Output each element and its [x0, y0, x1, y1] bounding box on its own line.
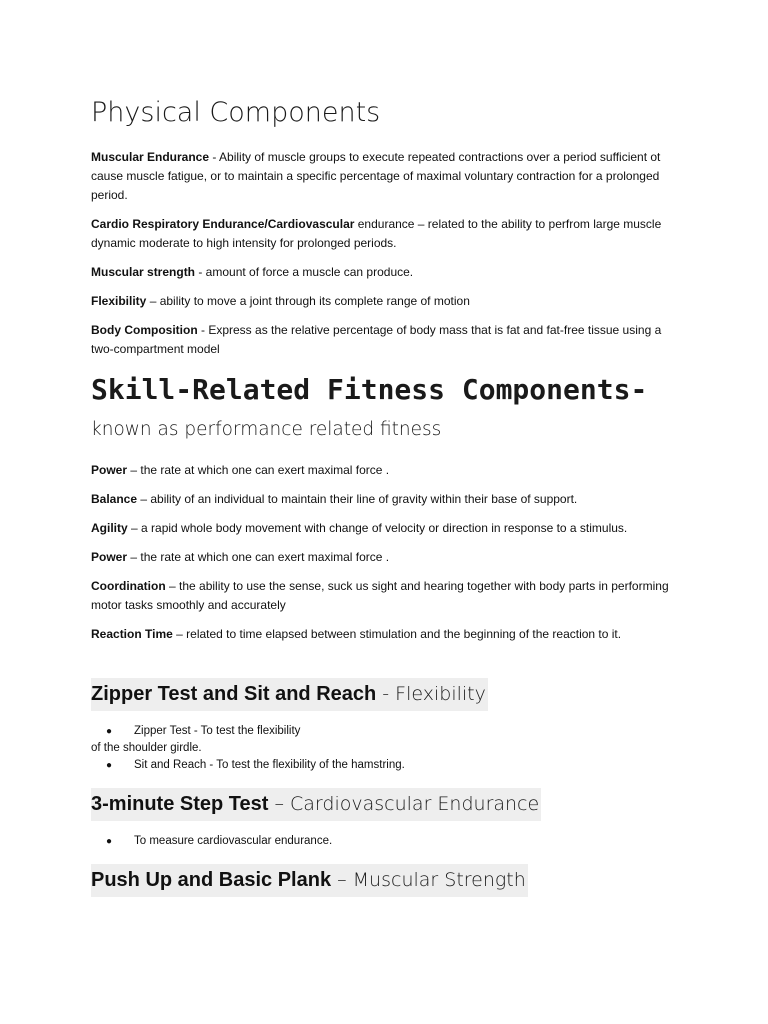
definition-term: Reaction Time	[91, 627, 173, 641]
bullet-icon: ●	[106, 726, 113, 737]
heading-light: – Cardiovascular Endurance	[268, 793, 540, 815]
definition-text: - Express as the relative percentage of body mass that is fat and fat-free tissue using a two-compartment model	[91, 323, 662, 356]
definition-muscular-strength	[91, 263, 681, 282]
bullet-icon: ●	[106, 836, 113, 847]
definition-term: Power	[91, 550, 128, 564]
list-item	[91, 723, 681, 757]
step-test-bullets	[91, 833, 681, 850]
heading-zipper-test	[91, 678, 681, 711]
definition-text: endurance – related to the ability to perfrom large muscle dynamic moderate to high intensity for prolonged periods.	[91, 217, 662, 250]
heading-bold: Push Up and Basic Plank	[91, 869, 332, 891]
document-content	[91, 0, 681, 909]
definition-term: Muscular strength	[91, 265, 196, 279]
definition-body-composition	[91, 321, 681, 359]
heading-push-up-plank	[91, 864, 681, 897]
heading-skill-related-fitness	[91, 373, 681, 447]
heading-light: – Muscular Strength	[331, 869, 526, 891]
heading-step-test	[91, 788, 681, 821]
definition-text: – the ability to use the sense, suck us sight and hearing together with body parts in performing motor tasks smoothly and accurately	[91, 579, 669, 612]
definition-term: Agility	[91, 521, 128, 535]
heading-bold: 3-minute Step Test	[91, 793, 269, 815]
definition-text: – a rapid whole body movement with change of velocity or direction in response to a stimulus.	[127, 521, 628, 535]
definition-balance	[91, 490, 681, 509]
list-item	[91, 833, 681, 850]
list-item-continuation: of the shoulder girdle.	[91, 742, 202, 754]
zipper-test-bullets	[91, 723, 681, 774]
heading-light: - Flexibility	[376, 683, 486, 705]
definition-term: Flexibility	[91, 294, 147, 308]
heading-skill-sub: known as performance related fitness	[91, 419, 442, 440]
definition-coordination	[91, 577, 681, 615]
definition-text: – related to time elapsed between stimulation and the beginning of the reaction to it.	[172, 627, 622, 641]
definition-power	[91, 461, 681, 480]
heading-physical-components: Physical Components	[91, 97, 381, 128]
physical-components-list	[91, 148, 681, 359]
skill-components-list	[91, 461, 681, 644]
list-item-text: To measure cardiovascular endurance.	[134, 835, 333, 847]
definition-term: Cardio Respiratory Endurance/Cardiovascular	[91, 217, 355, 231]
definition-term: Body Composition	[91, 323, 198, 337]
definition-text: – ability of an individual to maintain their line of gravity within their base of support.	[137, 492, 578, 506]
heading-skill-main: Skill-Related Fitness Components-	[91, 373, 648, 406]
list-item-text: Zipper Test - To test the flexibility	[134, 725, 301, 737]
definition-term: Balance	[91, 492, 138, 506]
definition-flexibility	[91, 292, 681, 311]
definition-agility	[91, 519, 681, 538]
definition-text: - amount of force a muscle can produce.	[195, 265, 414, 279]
definition-reaction-time	[91, 625, 681, 644]
definition-term: Power	[91, 463, 128, 477]
definition-term: Coordination	[91, 579, 166, 593]
definition-text: – the rate at which one can exert maximal force .	[127, 463, 390, 477]
list-item	[91, 757, 681, 774]
list-item-text: Sit and Reach - To test the flexibility of the hamstring.	[134, 759, 405, 771]
definition-muscular-endurance	[91, 148, 681, 205]
definition-cardio-respiratory-endurance	[91, 215, 681, 253]
heading-highlight	[91, 678, 488, 711]
heading-bold: Zipper Test and Sit and Reach	[91, 683, 377, 705]
definition-power-repeat	[91, 548, 681, 567]
definition-text: - Ability of muscle groups to execute repeated contractions over a period sufficient ot cause muscle fatigue, or to maintain a specific percentage of maximal voluntary contraction for a prolonged period.	[91, 150, 661, 202]
definition-text: – ability to move a joint through its complete range of motion	[146, 294, 470, 308]
heading-highlight	[91, 788, 541, 821]
definition-text: – the rate at which one can exert maximal force .	[127, 550, 390, 564]
definition-term: Muscular Endurance	[91, 150, 210, 164]
heading-highlight	[91, 864, 528, 897]
bullet-icon: ●	[106, 760, 113, 771]
